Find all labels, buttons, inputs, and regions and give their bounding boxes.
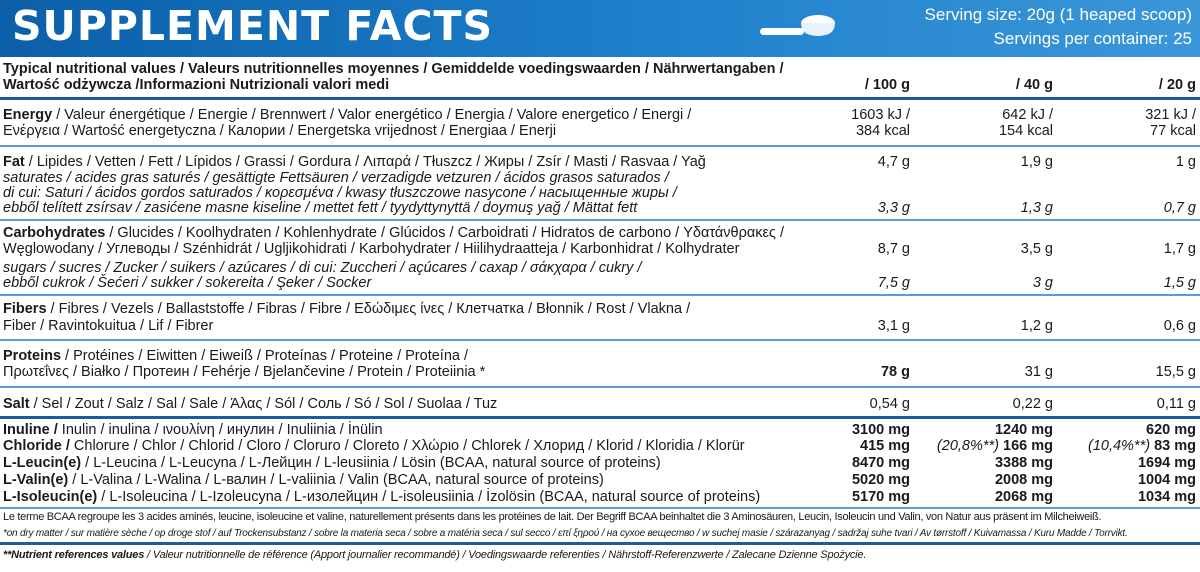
fibers-20g: 0,6 g [1163, 318, 1196, 334]
measuring-scoop-icon [758, 10, 838, 44]
chloride-100g: 415 mg [860, 438, 910, 454]
chloride-20g-cell [1088, 438, 1196, 454]
servings-per-container: Servings per container: 25 [993, 29, 1192, 48]
energy-name: Energy [3, 107, 53, 123]
proteins-label-line1 [3, 348, 468, 364]
leucine-name: L-Leucin(e) [3, 455, 82, 471]
nrv-footnote-title: **Nutrient references values [3, 549, 145, 561]
leucine-100g: 8470 mg [851, 455, 910, 471]
carbs-20g: 1,7 g [1163, 241, 1196, 257]
isoleucine-label [3, 489, 760, 505]
header-banner [0, 0, 1200, 57]
valine-translations: / L-Valina / L-Walina / L-валин / L-valiinia / Valin (BCAA, natural source of proteins) [68, 472, 604, 488]
serving-size: Serving size: 20g (1 heaped scoop) [924, 5, 1192, 24]
saturates-100g: 3,3 g [877, 200, 910, 216]
chloride-name: Chloride / [3, 438, 70, 454]
salt-translations: / Sel / Zout / Salz / Sal / Sale / Άλας / Sól / Соль / Só / Sol / Suolaa / Tuz [29, 396, 498, 412]
inuline-20g: 620 mg [1146, 422, 1196, 438]
salt-name: Salt [3, 396, 30, 412]
energy-kcal-100g: 384 kcal [855, 123, 910, 139]
isoleucine-translations: / L-Isoleucina / L-Izoleucyna / L-изолейцин / L-isoleusiinia / İzolösin (BCAA, natural source of proteins) [97, 489, 761, 505]
divider [0, 542, 1200, 545]
valine-40g: 2008 mg [994, 472, 1053, 488]
fibers-translations: / Fibres / Vezels / Ballaststoffe / Fibras / Fibre / Εδώδιμες ίνες / Клетчатка / Błonnik / Rost / Vlakna / [46, 301, 691, 317]
chloride-nrv-40g: (20,8%**) [936, 438, 999, 454]
leucine-40g: 3388 mg [994, 455, 1053, 471]
sugars-100g: 7,5 g [877, 275, 910, 291]
salt-label [3, 396, 497, 412]
fibers-label-line2: Fiber / Ravintokuitua / Lif / Fibrer [3, 318, 214, 334]
energy-kj-40g: 642 kJ / [1002, 107, 1053, 123]
sugars-label-line2: ebből cukrok / Šećeri / sukker / sokereita / Şeker / Socker [3, 275, 372, 291]
isoleucine-name: L-Isoleucin(e) [3, 489, 98, 505]
divider [0, 416, 1200, 419]
chloride-20g: 83 mg [1154, 438, 1196, 454]
proteins-40g: 31 g [1024, 364, 1053, 380]
nrv-footnote-text: / Valeur nutritionnelle de référence (Apport journalier recommandé) / Voedingswaarde referenties / Nährstoff-Referenzwerte / Zalecane Dzienne Spożycie. [144, 549, 867, 561]
fat-20g: 1 g [1175, 154, 1196, 170]
chloride-40g-cell [937, 438, 1053, 454]
fat-40g: 1,9 g [1020, 154, 1053, 170]
column-header-20g: / 20 g [1158, 77, 1196, 93]
column-header-label-line1: Typical nutritional values / Valeurs nutritionnelles moyennes / Gemiddelde voedingswaarden / Nährwertangaben / [3, 61, 784, 77]
carbs-label-line1 [3, 225, 784, 241]
carbs-name: Carbohydrates [3, 225, 106, 241]
energy-kj-20g: 321 kJ / [1145, 107, 1196, 123]
inuline-label [3, 422, 383, 438]
valine-100g: 5020 mg [851, 472, 910, 488]
chloride-40g: 166 mg [1003, 438, 1053, 454]
sugars-20g: 1,5 g [1163, 275, 1196, 291]
sugars-40g: 3 g [1032, 275, 1053, 291]
valine-name: L-Valin(e) [3, 472, 69, 488]
energy-label-line1 [3, 107, 691, 123]
leucine-20g: 1694 mg [1137, 455, 1196, 471]
inuline-name: Inuline / [3, 422, 58, 438]
valine-label [3, 472, 604, 488]
proteins-name: Proteins [3, 348, 62, 364]
header-divider [0, 97, 1200, 100]
saturates-label-line2: di cui: Saturi / ácidos gordos saturados / κορεσμένα / kwasy tłuszczowe nasycone / насыщенные жиры / [3, 185, 677, 201]
energy-kcal-20g: 77 kcal [1150, 123, 1196, 139]
divider [0, 339, 1200, 341]
saturates-20g: 0,7 g [1163, 200, 1196, 216]
sugars-label-line1: sugars / sucres / Zucker / suikers / azúcares / di cui: Zuccheri / açúcares / сахар / σάκχαρα / cukry / [3, 260, 642, 276]
divider [0, 507, 1200, 509]
column-header-100g: / 100 g [864, 77, 910, 93]
divider [0, 294, 1200, 296]
carbs-100g: 8,7 g [877, 241, 910, 257]
inuline-40g: 1240 mg [994, 422, 1053, 438]
proteins-translations: / Protéines / Eiwitten / Eiweiß / Proteínas / Proteine / Proteína / [61, 348, 469, 364]
leucine-label [3, 455, 661, 471]
salt-40g: 0,22 g [1012, 396, 1053, 412]
energy-kj-100g: 1603 kJ / [851, 107, 910, 123]
fibers-label-line1 [3, 301, 690, 317]
column-header-label-line2: Wartość odżywcza /Informazioni Nutrizionali valori medi [3, 77, 390, 93]
chloride-label [3, 438, 745, 454]
proteins-label-line2: Πρωτεΐνες / Białko / Протеин / Fehérje / Bjelančevine / Protein / Proteiinia * [3, 364, 486, 380]
fibers-name: Fibers [3, 301, 47, 317]
isoleucine-20g: 1034 mg [1137, 489, 1196, 505]
divider [0, 145, 1200, 147]
inuline-100g: 3100 mg [851, 422, 910, 438]
leucine-translations: / L-Leucina / L-Leucyna / L-Лейцин / L-leusiinia / Lösin (BCAA, natural source of proteins) [81, 455, 661, 471]
chloride-nrv-20g: (10,4%**) [1087, 438, 1151, 454]
carbs-label-line2: Węglowodany / Углеводы / Szénhidrát / Ugljikohidrati / Karbohydrater / Hiilihydraatteja / Karbonhidrat / Kolhydrater [3, 241, 740, 257]
divider [0, 219, 1200, 221]
valine-20g: 1004 mg [1137, 472, 1196, 488]
fibers-100g: 3,1 g [877, 318, 910, 334]
proteins-20g: 15,5 g [1155, 364, 1196, 380]
column-header-40g: / 40 g [1015, 77, 1053, 93]
fibers-40g: 1,2 g [1020, 318, 1053, 334]
bcaa-footnote: Le terme BCAA regroupe les 3 acides aminés, leucine, isoleucine et valine, naturellement présents dans les protéines de lait. Der Begriff BCAA beinhaltet die 3 Aminosäuren, Leucin, Isoleucin und Valin, von Natur aus präsent im Milcheiweiß. [3, 511, 1102, 523]
divider [0, 386, 1200, 388]
energy-translations: / Valeur énergétique / Energie / Brennwert / Valor energético / Energia / Valore energetico / Energi / [52, 107, 692, 123]
nrv-footnote [3, 549, 866, 562]
proteins-100g: 78 g [880, 364, 910, 380]
energy-kcal-40g: 154 kcal [998, 123, 1053, 139]
page-title: SUPPLEMENT FACTS [12, 2, 494, 50]
carbs-translations: / Glucides / Koolhydraten / Kohlenhydrate / Glúcidos / Carboidrati / Hidratos de carbono / Υδατάνθρακες / [105, 225, 784, 241]
saturates-label-line1: saturates / acides gras saturés / gesättigte Fettsäuren / verzadigde vetzuren / ácidos grasos saturados / [3, 170, 669, 186]
inuline-translations: Inulin / inulina / ινουλίνη / инулин / Inuliinia / İnülin [57, 422, 383, 438]
energy-label-line2: Ενέργεια / Wartość energetyczna / Калории / Energetska vrijednost / Energiaa / Enerji [3, 123, 557, 139]
isoleucine-40g: 2068 mg [994, 489, 1053, 505]
dry-matter-footnote: *on dry matter / sur matière sèche / op droge stof / auf Trockensubstanz / sobre la materia seca / sobre a matéria seca / sul secco / επί ξηρού / на сухое вещество / w suchej masie / szárazanyag / sadržaj suhe tvari / Av tørrstoff / Kuivamassa / Kuru Madde / Torrvikt. [3, 528, 1128, 539]
fat-name: Fat [3, 154, 25, 170]
fat-translations: / Lipides / Vetten / Fett / Lípidos / Grassi / Gordura / Λιπαρά / Tłuszcz / Жиры / Zsír / Masti / Rasvaa / Yağ [24, 154, 706, 170]
salt-100g: 0,54 g [869, 396, 910, 412]
fat-label-line1 [3, 154, 706, 170]
chloride-translations: Chlorure / Chlor / Chlorid / Cloro / Cloruro / Cloreto / Χλώριο / Chlorek / Хлорид / Klorid / Kloridia / Klorür [69, 438, 745, 454]
salt-20g: 0,11 g [1156, 396, 1196, 412]
saturates-40g: 1,3 g [1020, 200, 1053, 216]
fat-100g: 4,7 g [877, 154, 910, 170]
isoleucine-100g: 5170 mg [851, 489, 910, 505]
carbs-40g: 3,5 g [1020, 241, 1053, 257]
saturates-label-line3: ebből telített zsírsav / zasićene masne kiseline / mettet fett / tyydyttynyttä / doymuş yağ / Mättat fett [3, 200, 638, 216]
